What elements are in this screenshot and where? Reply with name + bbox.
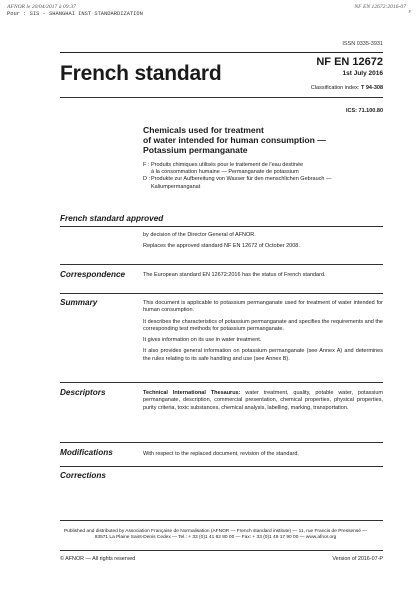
language-code: D : <box>143 176 151 183</box>
translation-line: Produits chimiques utilisés pour le traitement de l'eau destinée <box>151 162 304 168</box>
footer-rule <box>60 520 383 521</box>
standard-code: NF EN 12672 <box>316 56 383 68</box>
descriptors-list: water treatment, quality, potable water, potassium permanganate, description, commercial presentation, chemical properties, physical properties, purity criteria, toxic substances, chemical analysis, labelling, marking, transportation. <box>143 390 383 411</box>
classification-label: Classification index: <box>310 85 360 91</box>
divider <box>60 442 383 443</box>
issn: ISSN 0335-3931 <box>342 41 383 47</box>
document-title <box>143 126 326 155</box>
document-title-line: Chemicals used for treatment <box>143 125 264 135</box>
standard-date: 1st July 2016 <box>342 70 383 77</box>
page-title: French standard <box>60 62 222 85</box>
approved-heading: French standard approved <box>60 214 164 223</box>
divider <box>60 97 383 98</box>
copyright: © AFNOR — All rights reserved <box>60 556 136 562</box>
modifications-heading: Modifications <box>60 448 113 457</box>
divider <box>60 466 383 467</box>
translation-french <box>143 162 383 176</box>
approved-line: by decision of the Director General of AFNOR. <box>143 232 256 238</box>
ics-code <box>346 108 383 115</box>
divider <box>60 226 383 227</box>
corrections-heading: Corrections <box>60 471 106 480</box>
correspondence-text: The European standard EN 12672:2016 has the status of French standard. <box>143 272 326 278</box>
stamp-reference: NF EN 12672:2016-07 <box>354 4 406 10</box>
stamp-mark: F <box>408 9 411 14</box>
footer-rule <box>60 550 383 551</box>
divider <box>60 293 383 294</box>
document-title-line: of water intended for human consumption — <box>143 134 326 145</box>
approved-text <box>143 232 383 255</box>
summary-paragraph: It also provides general information on potassium permanganate (see Annex A) and determines the rules relating to its safe handling and use (see Annex B). <box>143 348 383 362</box>
divider <box>60 264 383 265</box>
publisher-info <box>34 529 397 542</box>
divider <box>60 382 383 383</box>
classification-index <box>311 85 383 92</box>
version: Version of 2016-07-P <box>332 556 383 562</box>
classification-value: T 94-308 <box>360 85 383 91</box>
translation-line: à la consommation humaine — Permanganate de potassium <box>151 169 299 176</box>
summary-text <box>143 300 383 367</box>
publisher-line: 93571 La Plaine Saint-Denis Cedex — Tel.: + 33 (0)1 41 62 80 00 — Fax: + 33 (0)1 49 17 90 00 — www.afnor.org <box>94 535 337 541</box>
document-title-line: Potassium permanganate <box>143 144 248 155</box>
summary-paragraph: It describes the characteristics of potassium permanganate and specifies the requirements and the corresponding test methods for potassium permanganate. <box>143 318 383 332</box>
summary-heading: Summary <box>60 298 98 307</box>
stamp-recipient: Pour : SIS - SHANGHAI INST STANDARDIZATION <box>7 11 143 17</box>
descriptors-heading: Descriptors <box>60 388 106 397</box>
summary-paragraph: It gives information on its use in water treatment. <box>143 337 262 344</box>
translation-german <box>143 176 383 190</box>
ics-value: 71.100.80 <box>358 108 383 114</box>
translation-line: Kaliumpermanganat <box>151 183 201 190</box>
translated-titles <box>143 162 383 191</box>
descriptors-lead: Technical International Thesaurus: <box>143 390 241 396</box>
modifications-text: With respect to the replaced document, revision of the standard. <box>143 451 299 457</box>
correspondence-heading: Correspondence <box>60 270 126 279</box>
summary-paragraph: This document is applicable to potassium permanganate used for treatment of water intended for human consumption. <box>143 300 383 314</box>
top-rule <box>60 52 383 53</box>
publisher-line: Published and distributed by Association Française de Normalisation (AFNOR — French standard institute) — 11, rue Francis de Pressensé — <box>63 529 368 534</box>
stamp-date: AFNOR le 20/04/2017 à 09:37 <box>7 4 76 10</box>
descriptors-text <box>143 390 383 412</box>
ics-label: ICS: <box>346 108 357 114</box>
approved-line: Replaces the approved standard NF EN 12672 of October 2008. <box>143 243 300 250</box>
language-code: F : <box>143 162 150 168</box>
translation-line: Produkte zur Aufbereitung von Wasser für den menschlichen Gebrauch — <box>151 176 332 183</box>
